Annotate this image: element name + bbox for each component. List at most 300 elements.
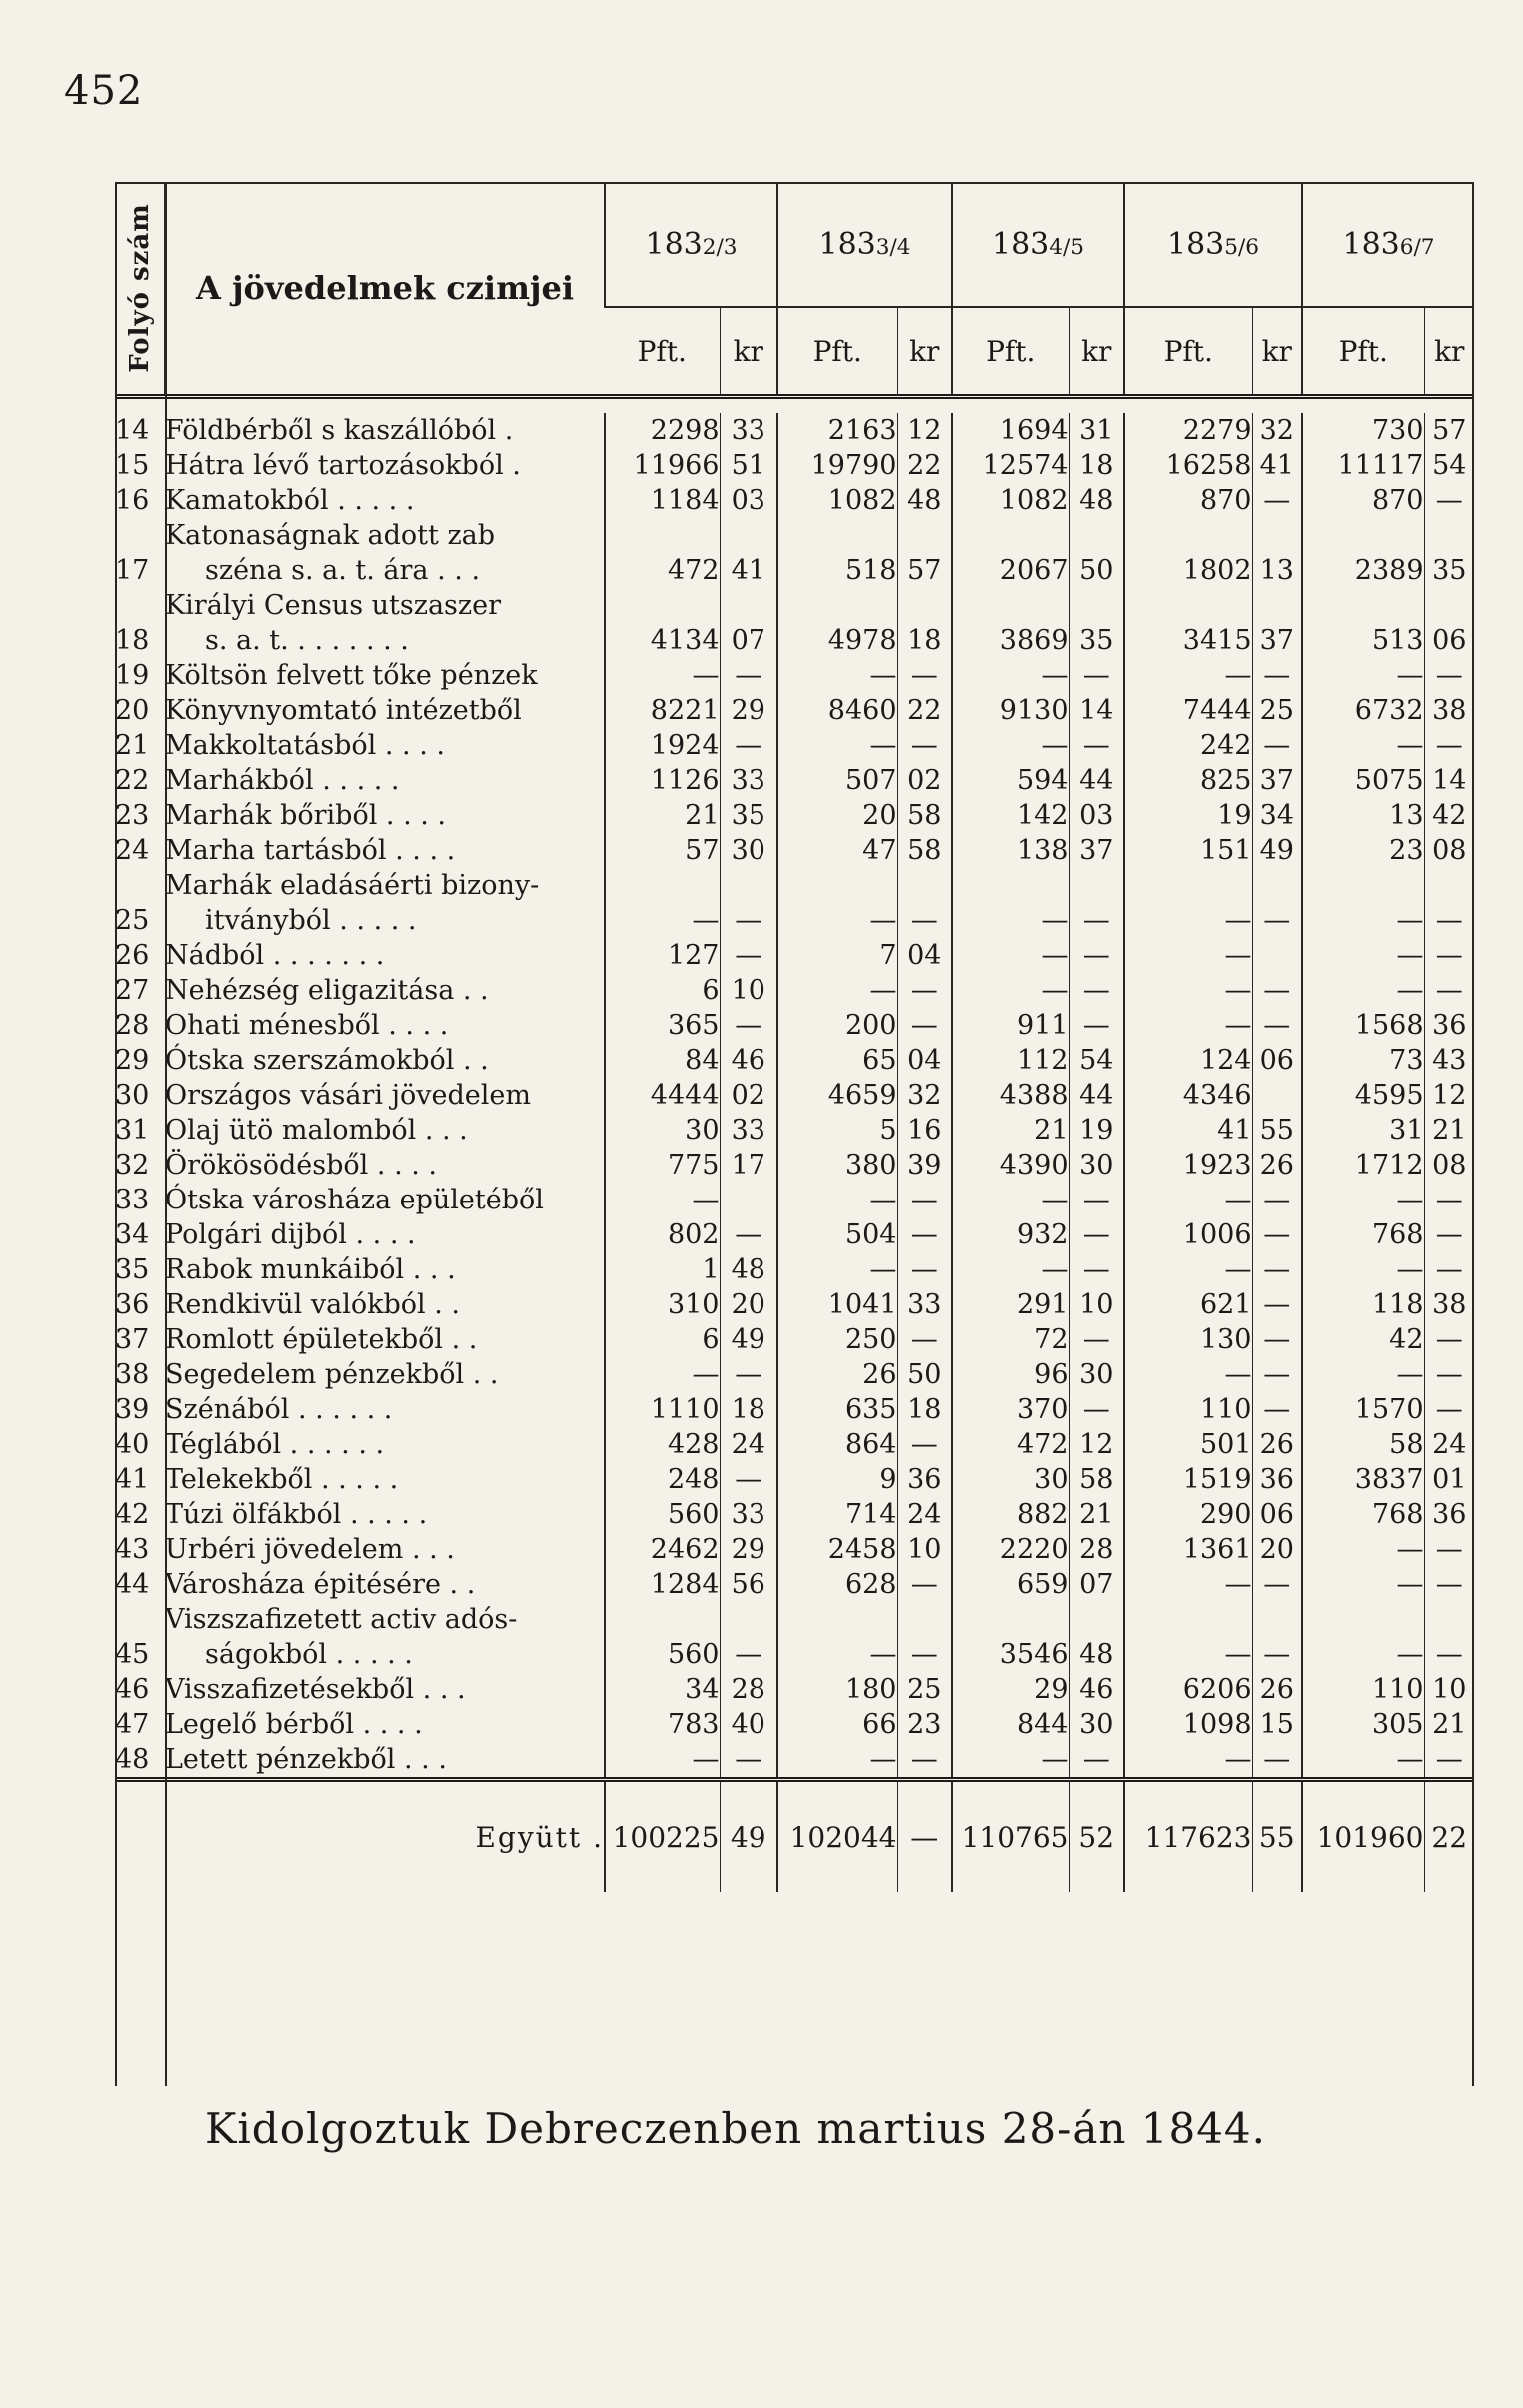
- revenue-title-line: Nádból . . . . . . .: [165, 940, 385, 971]
- revenue-title: [165, 1183, 605, 1217]
- amount-pft: 3837: [1302, 1462, 1424, 1497]
- amount-pft: 110: [1302, 1672, 1424, 1707]
- revenue-title: [165, 1113, 605, 1148]
- amount-kr: —: [720, 728, 777, 763]
- amount-kr: —: [1252, 1252, 1302, 1287]
- amount-pft: —: [1302, 1532, 1424, 1567]
- revenue-title-line: Könyvnyomtató intézetből: [165, 695, 522, 726]
- amount-pft: 2279: [1124, 413, 1252, 448]
- revenue-title: [165, 1322, 605, 1357]
- row-number: 37: [115, 1324, 150, 1355]
- amount-kr: 26: [1252, 1148, 1302, 1183]
- amount-kr: —: [897, 1217, 952, 1252]
- amount-kr: —: [1424, 938, 1474, 973]
- revenue-title-line: Örökösödésből . . . .: [165, 1150, 437, 1181]
- amount-pft: 16258: [1124, 448, 1252, 483]
- amount-kr: —: [720, 1357, 777, 1392]
- amount-kr: —: [1252, 658, 1302, 693]
- amount-kr: —: [720, 1008, 777, 1043]
- table-row: [115, 588, 1474, 658]
- amount-pft: —: [777, 1742, 897, 1780]
- amount-pft: 4346: [1124, 1078, 1252, 1113]
- revenue-title-line: Letett pénzekből . . .: [165, 1744, 447, 1775]
- amount-kr: 10: [1424, 1672, 1474, 1707]
- title-header: A jövedelmek czimjei: [165, 182, 605, 397]
- amount-kr: 23: [897, 1707, 952, 1742]
- amount-kr: —: [897, 1183, 952, 1217]
- amount-kr: 13: [1252, 518, 1302, 588]
- revenue-title-line: Rendkivül valókból . .: [165, 1289, 460, 1320]
- amount-pft: 4388: [952, 1078, 1069, 1113]
- revenue-title: [165, 1672, 605, 1707]
- amount-kr: —: [897, 728, 952, 763]
- table-row: [115, 1427, 1474, 1462]
- total-label: Együtt .: [165, 1780, 605, 1893]
- row-number: 19: [115, 660, 150, 691]
- revenue-title-line: Nehézség eligazitása . .: [165, 975, 489, 1006]
- amount-pft: —: [952, 973, 1069, 1008]
- amount-pft: 250: [777, 1322, 897, 1357]
- amount-pft: 870: [1124, 483, 1252, 518]
- amount-kr: 21: [1424, 1707, 1474, 1742]
- row-number: 26: [115, 940, 150, 971]
- amount-kr: 55: [1252, 1113, 1302, 1148]
- amount-pft: 2462: [605, 1532, 720, 1567]
- amount-pft: —: [1124, 1742, 1252, 1780]
- amount-pft: —: [1124, 1602, 1252, 1672]
- amount-pft: —: [1124, 1183, 1252, 1217]
- amount-pft: —: [1124, 938, 1252, 973]
- amount-kr: —: [1252, 1357, 1302, 1392]
- ledger-grid: [115, 182, 1474, 1892]
- amount-kr: —: [1069, 1742, 1124, 1780]
- amount-pft: —: [1124, 1252, 1252, 1287]
- total-pft: 101960: [1302, 1780, 1424, 1893]
- amount-pft: 19: [1124, 798, 1252, 833]
- amount-pft: —: [777, 728, 897, 763]
- amount-pft: 130: [1124, 1322, 1252, 1357]
- amount-pft: 200: [777, 1008, 897, 1043]
- table-row: [115, 728, 1474, 763]
- amount-pft: —: [605, 1742, 720, 1780]
- amount-pft: —: [777, 1602, 897, 1672]
- amount-pft: 84: [605, 1043, 720, 1078]
- unit-kr-header: kr: [1252, 307, 1302, 397]
- unit-pft-header: Pft.: [1302, 307, 1424, 397]
- amount-kr: —: [720, 938, 777, 973]
- amount-kr: —: [1069, 1183, 1124, 1217]
- revenue-title-line: Marhák bőriből . . . .: [165, 800, 446, 831]
- row-number: 24: [115, 835, 150, 866]
- amount-kr: —: [1252, 483, 1302, 518]
- amount-pft: 1361: [1124, 1532, 1252, 1567]
- amount-pft: 20: [777, 798, 897, 833]
- amount-kr: —: [720, 1217, 777, 1252]
- total-pft: 100225: [605, 1780, 720, 1893]
- amount-pft: 30: [605, 1113, 720, 1148]
- revenue-title: [165, 1707, 605, 1742]
- amount-pft: 11966: [605, 448, 720, 483]
- revenue-title-line: Makkoltatásból . . . .: [165, 730, 445, 761]
- revenue-title-line: Visszafizetésekből . . .: [165, 1674, 466, 1705]
- table-row: [115, 1392, 1474, 1427]
- amount-kr: 50: [897, 1357, 952, 1392]
- amount-kr: 21: [1424, 1113, 1474, 1148]
- revenue-title-line: Legelő bérből . . . .: [165, 1709, 423, 1740]
- amount-kr: 26: [1252, 1672, 1302, 1707]
- signature-line: Kidolgoztuk Debreczenben martius 28-án 1844.: [205, 2104, 1267, 2153]
- amount-kr: 25: [897, 1672, 952, 1707]
- table-row: [115, 1532, 1474, 1567]
- amount-kr: 48: [1069, 1602, 1124, 1672]
- amount-kr: 41: [1252, 448, 1302, 483]
- revenue-title: [165, 1252, 605, 1287]
- amount-pft: 1098: [1124, 1707, 1252, 1742]
- amount-kr: 31: [1069, 413, 1124, 448]
- amount-kr: —: [1424, 1357, 1474, 1392]
- amount-kr: —: [1069, 1392, 1124, 1427]
- amount-pft: 26: [777, 1357, 897, 1392]
- revenue-title-line: Marhákból . . . . .: [165, 765, 400, 796]
- amount-pft: 4134: [605, 588, 720, 658]
- amount-kr: —: [1424, 1742, 1474, 1780]
- amount-kr: 58: [1069, 1462, 1124, 1497]
- amount-pft: —: [952, 658, 1069, 693]
- row-number-header: Folyó szám: [124, 203, 155, 373]
- table-row: [115, 693, 1474, 728]
- amount-pft: 12574: [952, 448, 1069, 483]
- amount-kr: —: [1252, 1322, 1302, 1357]
- unit-pft-header: Pft.: [637, 334, 687, 368]
- amount-kr: —: [1424, 973, 1474, 1008]
- table-row: [115, 798, 1474, 833]
- amount-pft: —: [1302, 1602, 1424, 1672]
- amount-kr: —: [897, 973, 952, 1008]
- row-number: 32: [115, 1150, 150, 1181]
- amount-kr: 49: [720, 1322, 777, 1357]
- revenue-title-line: Viszszafizetett activ adós-: [165, 1604, 518, 1635]
- amount-pft: 112: [952, 1043, 1069, 1078]
- revenue-title: [165, 1742, 605, 1780]
- amount-kr: —: [1424, 1217, 1474, 1252]
- amount-kr: 18: [897, 588, 952, 658]
- revenue-title-line: Ohati ménesből . . . .: [165, 1010, 449, 1041]
- table-row: [115, 1707, 1474, 1742]
- amount-kr: [1252, 938, 1302, 973]
- amount-kr: 03: [1069, 798, 1124, 833]
- revenue-title: [165, 798, 605, 833]
- amount-pft: 507: [777, 763, 897, 798]
- table-row: [115, 833, 1474, 868]
- amount-pft: 47: [777, 833, 897, 868]
- amount-pft: 310: [605, 1287, 720, 1322]
- revenue-title-line: Romlott épületekből . .: [165, 1324, 478, 1355]
- amount-kr: 48: [897, 483, 952, 518]
- revenue-ledger-table: [115, 182, 1474, 2086]
- amount-pft: —: [1302, 868, 1424, 938]
- revenue-title-line: széna s. a. t. ára . . .: [205, 555, 481, 586]
- amount-kr: 29: [720, 693, 777, 728]
- amount-pft: 428: [605, 1427, 720, 1462]
- table-row: [115, 1322, 1474, 1357]
- row-number: 39: [115, 1394, 150, 1425]
- amount-pft: 6: [605, 973, 720, 1008]
- amount-pft: —: [1124, 1567, 1252, 1602]
- amount-pft: 58: [1302, 1427, 1424, 1462]
- revenue-title-line: Szénából . . . . . .: [165, 1394, 393, 1425]
- amount-pft: —: [777, 973, 897, 1008]
- revenue-title: [165, 833, 605, 868]
- amount-pft: —: [1302, 938, 1424, 973]
- amount-kr: 30: [1069, 1148, 1124, 1183]
- revenue-title: [165, 1043, 605, 1078]
- amount-pft: 1041: [777, 1287, 897, 1322]
- amount-pft: —: [1124, 1357, 1252, 1392]
- revenue-title-line: Polgári dijból . . . .: [165, 1219, 416, 1250]
- amount-kr: 33: [720, 1113, 777, 1148]
- amount-pft: 911: [952, 1008, 1069, 1043]
- table-row: [115, 1252, 1474, 1287]
- amount-pft: 594: [952, 763, 1069, 798]
- amount-pft: —: [777, 1252, 897, 1287]
- amount-kr: —: [1069, 1252, 1124, 1287]
- table-row: [115, 1287, 1474, 1322]
- amount-pft: 1802: [1124, 518, 1252, 588]
- revenue-title: [165, 1567, 605, 1602]
- row-number: 40: [115, 1429, 150, 1460]
- amount-pft: 42: [1302, 1322, 1424, 1357]
- table-row: [115, 1357, 1474, 1392]
- revenue-title-line: Marha tartásból . . . .: [165, 835, 456, 866]
- amount-kr: 18: [720, 1392, 777, 1427]
- amount-kr: —: [1424, 728, 1474, 763]
- amount-kr: —: [897, 1427, 952, 1462]
- amount-kr: 03: [720, 483, 777, 518]
- revenue-title: [165, 938, 605, 973]
- amount-pft: —: [952, 1183, 1069, 1217]
- amount-kr: 37: [1069, 833, 1124, 868]
- amount-kr: —: [1252, 973, 1302, 1008]
- amount-kr: —: [1069, 973, 1124, 1008]
- amount-pft: 3869: [952, 588, 1069, 658]
- row-number: 48: [115, 1744, 150, 1775]
- amount-kr: —: [1252, 1183, 1302, 1217]
- amount-pft: 180: [777, 1672, 897, 1707]
- revenue-title-line: Marhák eladásáérti bizony-: [165, 870, 540, 901]
- table-row: [115, 868, 1474, 938]
- amount-pft: —: [1302, 728, 1424, 763]
- amount-kr: 36: [1252, 1462, 1302, 1497]
- table-row: [115, 1008, 1474, 1043]
- amount-kr: 06: [1424, 588, 1474, 658]
- amount-kr: 54: [1069, 1043, 1124, 1078]
- row-number: 17: [115, 555, 150, 586]
- revenue-title: [165, 763, 605, 798]
- row-number: 43: [115, 1534, 150, 1565]
- amount-pft: 1712: [1302, 1148, 1424, 1183]
- amount-pft: 29: [952, 1672, 1069, 1707]
- amount-pft: 65: [777, 1043, 897, 1078]
- amount-pft: 73: [1302, 1043, 1424, 1078]
- amount-kr: 18: [897, 1392, 952, 1427]
- amount-kr: 06: [1252, 1043, 1302, 1078]
- amount-kr: 12: [897, 413, 952, 448]
- table-row: [115, 1672, 1474, 1707]
- table-row: [115, 763, 1474, 798]
- amount-pft: 882: [952, 1497, 1069, 1532]
- row-number: 25: [115, 905, 150, 936]
- revenue-title: [165, 448, 605, 483]
- amount-pft: 66: [777, 1707, 897, 1742]
- amount-pft: 1924: [605, 728, 720, 763]
- revenue-title-line: Ótska szerszámokból . .: [165, 1045, 489, 1076]
- amount-pft: 4444: [605, 1078, 720, 1113]
- revenue-title-line: itványból . . . . .: [205, 905, 417, 936]
- amount-kr: 46: [720, 1043, 777, 1078]
- amount-pft: —: [952, 1252, 1069, 1287]
- total-kr: 22: [1424, 1780, 1474, 1893]
- amount-pft: —: [1302, 658, 1424, 693]
- amount-pft: —: [1302, 1183, 1424, 1217]
- amount-pft: —: [952, 1742, 1069, 1780]
- table-row: [115, 658, 1474, 693]
- amount-pft: 560: [605, 1602, 720, 1672]
- amount-pft: 1284: [605, 1567, 720, 1602]
- amount-pft: 768: [1302, 1497, 1424, 1532]
- amount-kr: 07: [720, 588, 777, 658]
- unit-pft-header: Pft.: [777, 307, 897, 397]
- amount-pft: 23: [1302, 833, 1424, 868]
- amount-pft: 4595: [1302, 1078, 1424, 1113]
- amount-kr: 33: [897, 1287, 952, 1322]
- table-row: [115, 1078, 1474, 1113]
- amount-kr: —: [1252, 1742, 1302, 1780]
- amount-kr: 37: [1252, 588, 1302, 658]
- amount-kr: —: [1069, 938, 1124, 973]
- amount-pft: —: [1124, 658, 1252, 693]
- amount-pft: 8460: [777, 693, 897, 728]
- amount-kr: 16: [897, 1113, 952, 1148]
- amount-kr: 15: [1252, 1707, 1302, 1742]
- table-row: [115, 448, 1474, 483]
- amount-pft: 4659: [777, 1078, 897, 1113]
- amount-pft: 305: [1302, 1707, 1424, 1742]
- amount-pft: 1: [605, 1252, 720, 1287]
- amount-kr: —: [1424, 1322, 1474, 1357]
- amount-kr: 32: [897, 1078, 952, 1113]
- amount-kr: 48: [1069, 483, 1124, 518]
- amount-kr: 33: [720, 413, 777, 448]
- row-number: 35: [115, 1254, 150, 1285]
- row-number: 31: [115, 1115, 150, 1146]
- year-header: 1835/6: [1124, 182, 1302, 307]
- amount-kr: 36: [1424, 1008, 1474, 1043]
- amount-kr: —: [1424, 1602, 1474, 1672]
- amount-kr: —: [897, 1008, 952, 1043]
- revenue-title-line: Ótska városháza epületéből: [165, 1185, 544, 1215]
- amount-pft: 501: [1124, 1427, 1252, 1462]
- amount-pft: 932: [952, 1217, 1069, 1252]
- amount-pft: 34: [605, 1672, 720, 1707]
- amount-kr: —: [1069, 658, 1124, 693]
- row-number: 41: [115, 1464, 150, 1495]
- revenue-title-line: Túzi ölfákból . . . . .: [165, 1499, 428, 1530]
- amount-kr: 30: [1069, 1707, 1124, 1742]
- row-number: 46: [115, 1674, 150, 1705]
- amount-kr: —: [1252, 1287, 1302, 1322]
- amount-pft: 802: [605, 1217, 720, 1252]
- amount-pft: 291: [952, 1287, 1069, 1322]
- amount-pft: 138: [952, 833, 1069, 868]
- amount-pft: 5: [777, 1113, 897, 1148]
- year-header: 1834/5: [952, 182, 1124, 307]
- amount-pft: 2067: [952, 518, 1069, 588]
- amount-pft: 628: [777, 1567, 897, 1602]
- revenue-title: [165, 1462, 605, 1497]
- amount-pft: 127: [605, 938, 720, 973]
- amount-pft: 30: [952, 1462, 1069, 1497]
- amount-pft: —: [1124, 973, 1252, 1008]
- table-row: [115, 413, 1474, 448]
- amount-kr: 40: [720, 1707, 777, 1742]
- total-kr: 49: [720, 1780, 777, 1893]
- amount-kr: 48: [720, 1252, 777, 1287]
- amount-kr: —: [1252, 1008, 1302, 1043]
- row-number: 38: [115, 1359, 150, 1390]
- unit-kr-header: kr: [1069, 307, 1124, 397]
- amount-pft: 864: [777, 1427, 897, 1462]
- table-row: [115, 1462, 1474, 1497]
- amount-kr: —: [1069, 1322, 1124, 1357]
- revenue-title: [165, 973, 605, 1008]
- amount-pft: —: [1302, 973, 1424, 1008]
- amount-pft: 775: [605, 1148, 720, 1183]
- revenue-title-line: Földbérből s kaszállóból .: [165, 415, 514, 446]
- revenue-title: [165, 1532, 605, 1567]
- amount-kr: 12: [1424, 1078, 1474, 1113]
- unit-pft-header: Pft.: [952, 307, 1069, 397]
- amount-pft: 118: [1302, 1287, 1424, 1322]
- amount-pft: 1694: [952, 413, 1069, 448]
- row-number: 42: [115, 1499, 150, 1530]
- total-row: [115, 1780, 1474, 1893]
- amount-pft: 768: [1302, 1217, 1424, 1252]
- row-number: 15: [115, 450, 150, 481]
- table-row: [115, 1183, 1474, 1217]
- amount-kr: 36: [897, 1462, 952, 1497]
- amount-pft: 1568: [1302, 1008, 1424, 1043]
- amount-kr: 49: [1252, 833, 1302, 868]
- amount-kr: 57: [1424, 413, 1474, 448]
- amount-pft: 518: [777, 518, 897, 588]
- amount-pft: 110: [1124, 1392, 1252, 1427]
- amount-kr: 42: [1424, 798, 1474, 833]
- revenue-title: [165, 1008, 605, 1043]
- unit-kr-header: kr: [720, 307, 777, 397]
- row-number: 33: [115, 1185, 150, 1215]
- amount-pft: 560: [605, 1497, 720, 1532]
- amount-pft: 96: [952, 1357, 1069, 1392]
- revenue-title: [165, 1148, 605, 1183]
- amount-kr: —: [897, 1252, 952, 1287]
- row-number: 47: [115, 1709, 150, 1740]
- amount-kr: 50: [1069, 518, 1124, 588]
- amount-kr: —: [1069, 1008, 1124, 1043]
- revenue-title: [165, 1217, 605, 1252]
- amount-kr: —: [1424, 1392, 1474, 1427]
- amount-kr: 25: [1252, 693, 1302, 728]
- amount-kr: —: [1424, 868, 1474, 938]
